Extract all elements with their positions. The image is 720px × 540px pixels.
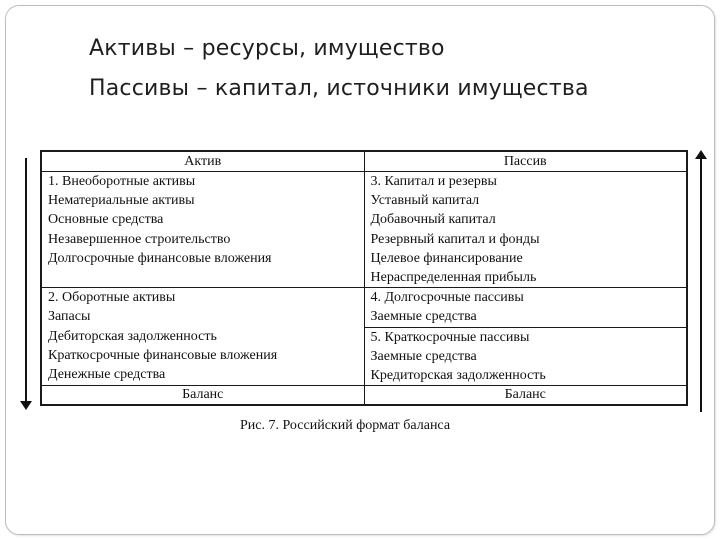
list-item: Нематериальные активы (48, 193, 195, 209)
list-item: Уставный капитал (370, 193, 480, 209)
table-header-row (41, 151, 687, 172)
footer-liabilities-total: Баланс (364, 386, 687, 406)
list-item: Заемные средства (370, 348, 477, 364)
list-item: Добавочный капитал (370, 212, 496, 228)
list-item: Дебиторская задолженность (48, 328, 217, 344)
liabilities-section-4 (364, 288, 687, 327)
figure-caption: Рис. 7. Российский формат баланса (240, 418, 451, 433)
list-item: Краткосрочные финансовые вложения (48, 347, 278, 363)
list-item: 4. Долгосрочные пассивы (370, 290, 524, 306)
list-item: Заемные средства (370, 309, 477, 325)
list-item: 3. Капитал и резервы (370, 174, 497, 189)
list-item: Запасы (48, 309, 91, 325)
list-item: Кредиторская задолженность (370, 367, 546, 383)
section-row-2a (41, 288, 687, 327)
section-row-1 (41, 172, 687, 288)
list-item: Целевое финансирование (370, 250, 523, 266)
list-item: 1. Внеоборотные активы (48, 174, 196, 189)
liabilities-section-5 (364, 327, 687, 386)
list-item: Основные средства (48, 212, 164, 228)
title-line-liabilities: Пассивы – капитал, источники имущества (89, 76, 589, 101)
down-arrow-icon (20, 158, 31, 410)
balance-table (40, 150, 688, 406)
up-arrow-icon (695, 150, 706, 412)
header-liabilities: Пассив (364, 151, 687, 172)
header-assets: Актив (41, 151, 364, 172)
footer-assets-total: Баланс (41, 386, 364, 406)
list-item: Незавершенное строительство (48, 231, 231, 247)
table-footer-row (41, 386, 687, 406)
list-item: Нераспределенная прибыль (370, 269, 537, 285)
assets-section-2 (41, 288, 364, 386)
list-item: Денежные средства (48, 366, 166, 382)
liabilities-section-3 (364, 172, 687, 288)
title-line-assets: Активы – ресурсы, имущество (89, 36, 445, 61)
list-item: Резервный капитал и фонды (370, 231, 540, 247)
list-item: 5. Краткосрочные пассивы (370, 329, 530, 345)
list-item: Долгосрочные финансовые вложения (48, 250, 272, 266)
assets-section-1 (41, 172, 364, 288)
list-item: 2. Оборотные активы (48, 290, 176, 306)
